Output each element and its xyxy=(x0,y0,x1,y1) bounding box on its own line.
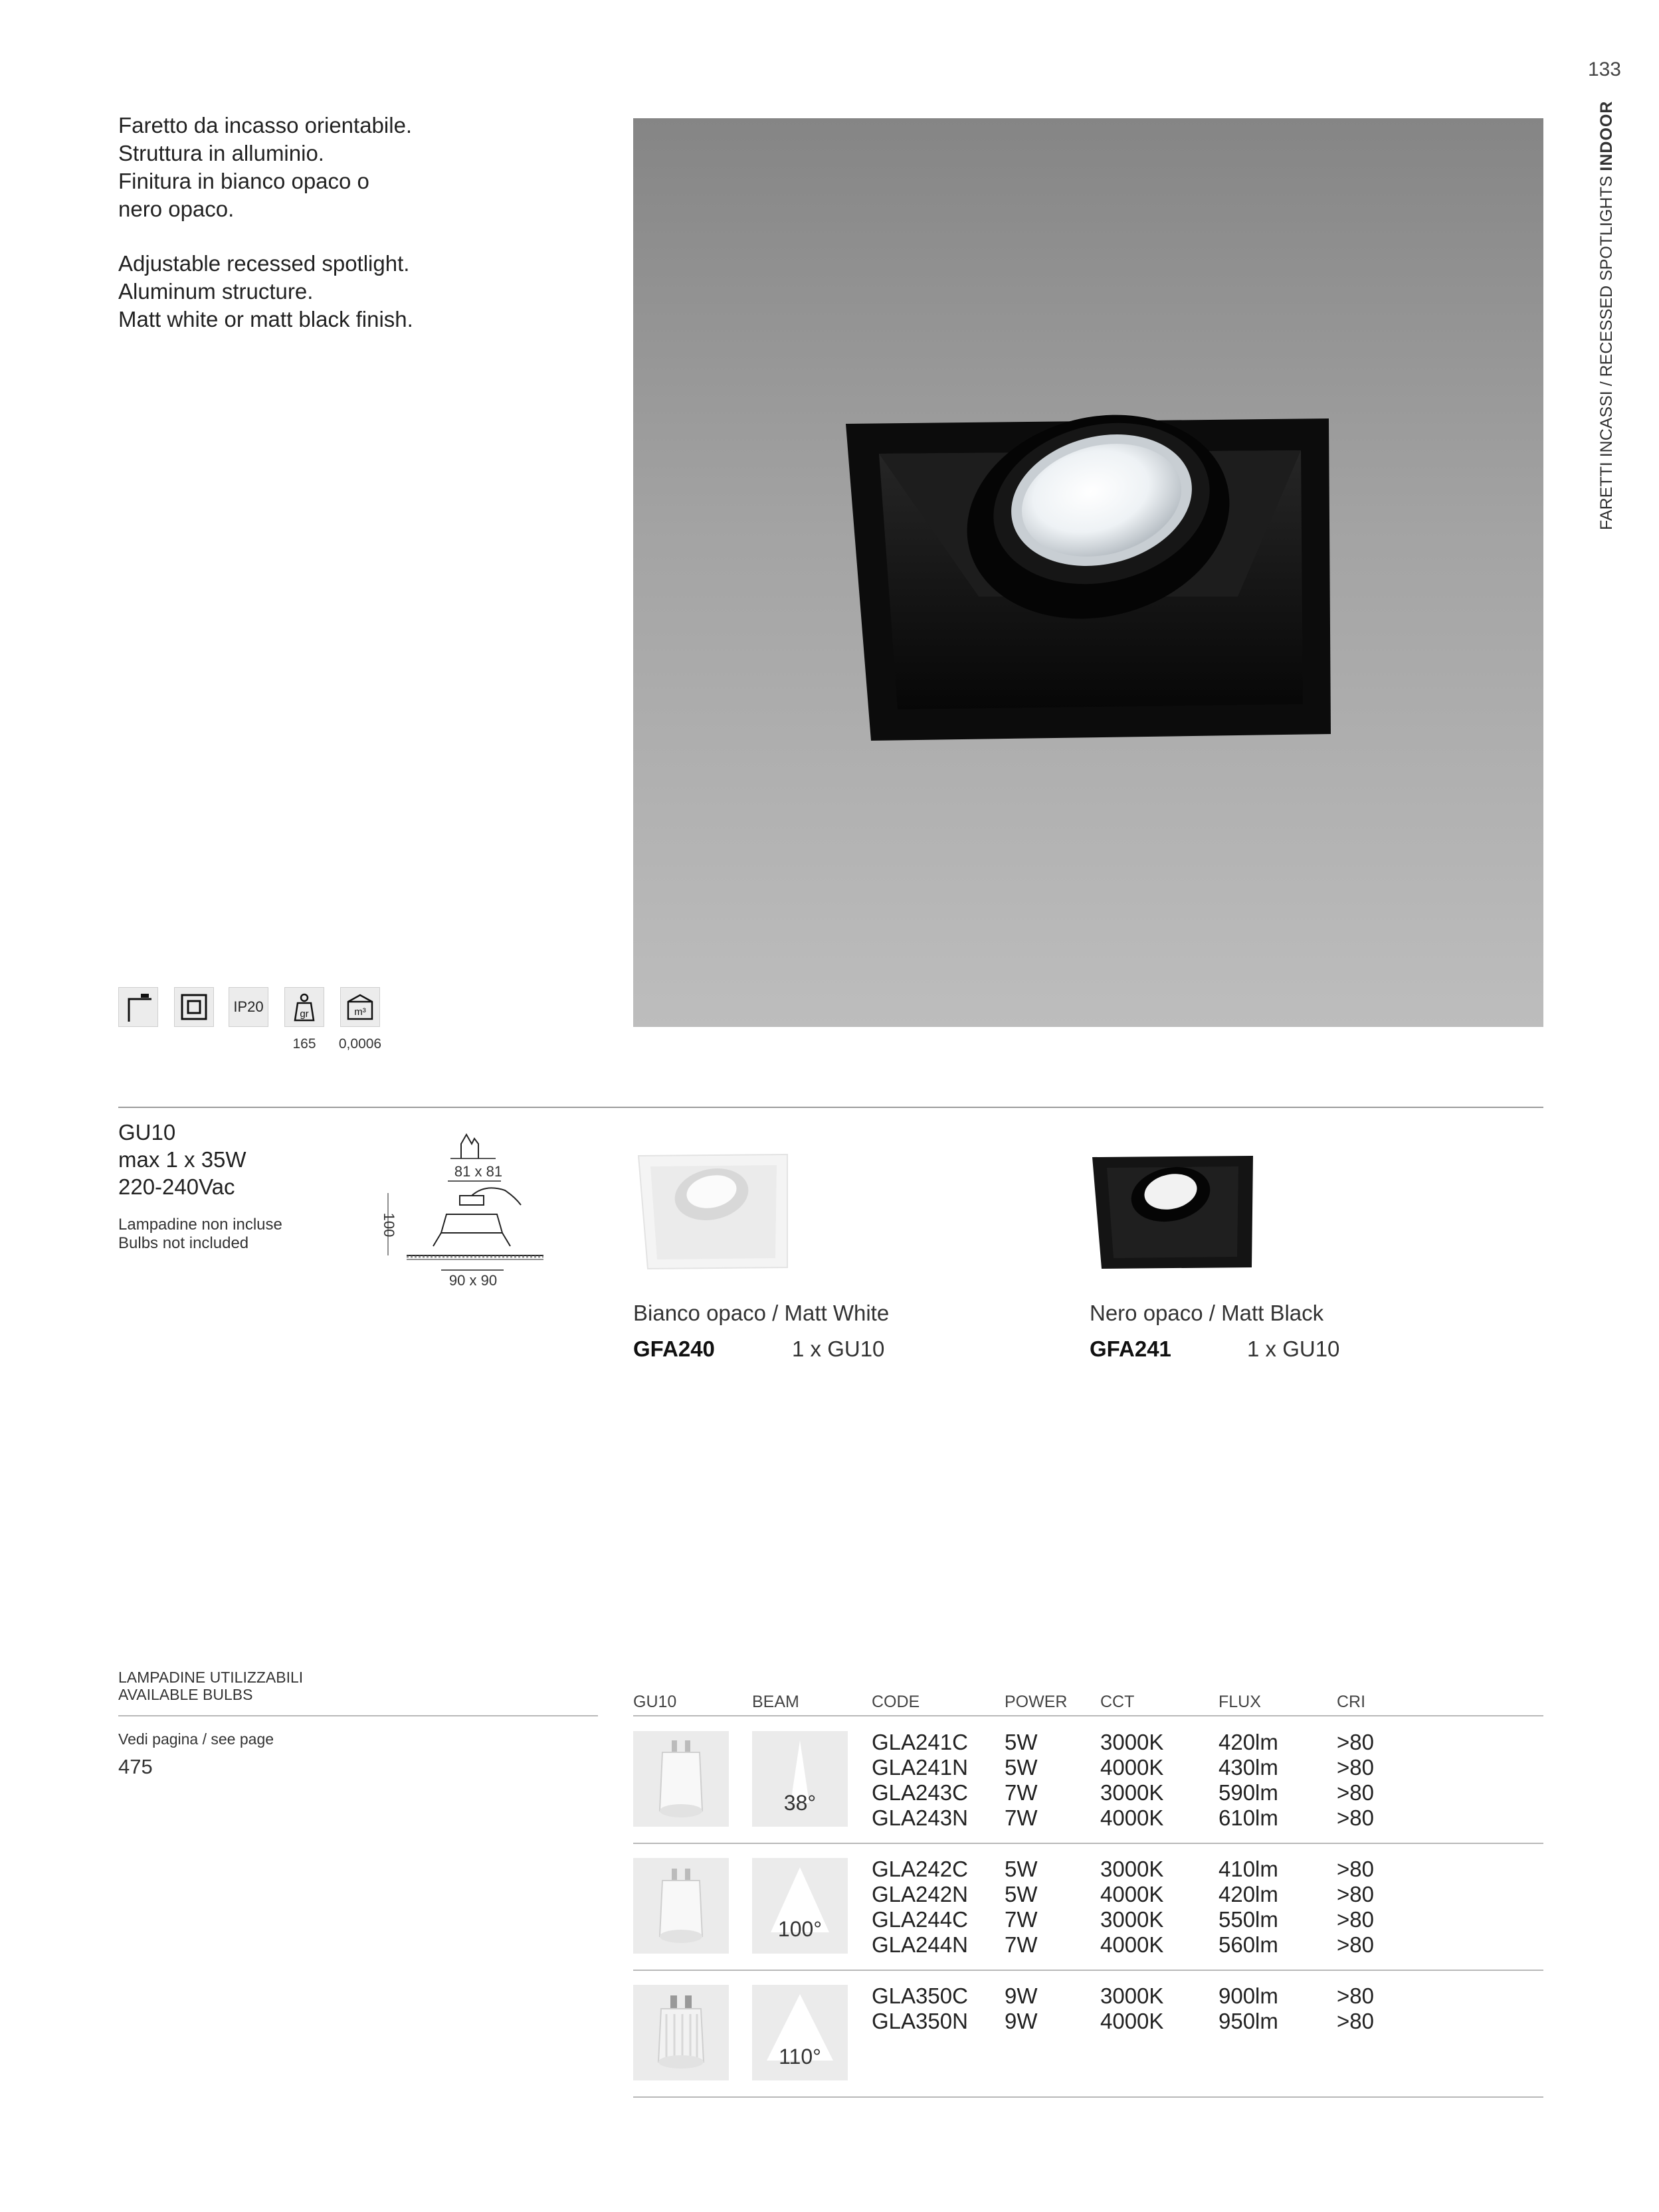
weight-icon xyxy=(284,987,324,1027)
description-italian xyxy=(118,112,412,223)
power-column xyxy=(1005,1857,1038,1958)
bulb-code: GLA242C xyxy=(872,1857,968,1881)
flux-column xyxy=(1219,1730,1278,1831)
code-column xyxy=(872,1857,968,1958)
bulb-power: 7W xyxy=(1005,1932,1038,1957)
cct-column xyxy=(1100,1857,1163,1958)
group-divider xyxy=(633,1970,1543,1971)
bulb-code: GLA243C xyxy=(872,1780,968,1805)
volume-value: 0,0006 xyxy=(338,1036,382,1052)
bulb-cct: 3000K xyxy=(1100,1983,1164,2008)
bulb-image xyxy=(633,1731,729,1827)
bulb-cct: 3000K xyxy=(1100,1730,1164,1754)
description-line: Finitura in bianco opaco o xyxy=(118,169,369,193)
bulb-cri: >80 xyxy=(1337,2009,1374,2033)
bulb-flux: 420lm xyxy=(1219,1730,1278,1754)
section-side-label xyxy=(1597,100,1624,530)
flux-column xyxy=(1219,1857,1278,1958)
bulb-power: 9W xyxy=(1005,2009,1038,2033)
beam-angle-value: 38° xyxy=(783,1791,817,1815)
beam-angle-value: 100° xyxy=(777,1917,823,1941)
bulb-flux: 560lm xyxy=(1219,1932,1278,1957)
beam-angle-value: 110° xyxy=(779,2045,821,2069)
bulb-cri: >80 xyxy=(1337,1882,1374,1906)
bulb-image xyxy=(633,1985,729,2080)
cri-column xyxy=(1337,1730,1374,1831)
column-header-power: POWER xyxy=(1005,1693,1068,1711)
technical-drawing xyxy=(372,1129,558,1295)
variant-black-qty: 1 x GU10 xyxy=(1247,1336,1340,1361)
description-line: nero opaco. xyxy=(118,197,235,221)
bulbs-heading xyxy=(118,1669,303,1703)
cct-column xyxy=(1100,1983,1163,2034)
weight-unit: gr xyxy=(300,1008,309,1020)
column-header-flux: FLUX xyxy=(1219,1693,1261,1711)
spec-line: GU10 xyxy=(118,1120,176,1145)
volume-box-icon xyxy=(340,987,380,1027)
cri-column xyxy=(1337,1857,1374,1958)
bulb-cri: >80 xyxy=(1337,1857,1374,1881)
bulb-code: GLA243N xyxy=(872,1805,968,1830)
bulb-code: GLA350N xyxy=(872,2009,968,2033)
bulb-code: GLA244N xyxy=(872,1932,968,1957)
see-page-number: 475 xyxy=(118,1755,153,1778)
variant-white-label: Bianco opaco / Matt White xyxy=(633,1301,890,1325)
bulbs-heading-line: LAMPADINE UTILIZZABILI xyxy=(118,1669,304,1686)
cct-column xyxy=(1100,1730,1163,1831)
description-line: Faretto da incasso orientabile. xyxy=(118,113,413,138)
bulb-code: GLA241N xyxy=(872,1755,968,1780)
variant-white-code: GFA240 xyxy=(633,1336,715,1361)
bulb-code: GLA241C xyxy=(872,1730,968,1754)
column-header-cct: CCT xyxy=(1100,1693,1135,1711)
bulb-image xyxy=(633,1858,729,1954)
spec-line: max 1 x 35W xyxy=(118,1147,246,1172)
bulb-code: GLA244C xyxy=(872,1907,968,1932)
see-page-label: Vedi pagina / see page xyxy=(118,1730,274,1748)
bulbs-heading-line: AVAILABLE BULBS xyxy=(118,1686,253,1703)
bulb-power: 7W xyxy=(1005,1780,1038,1805)
flux-column xyxy=(1219,1983,1278,2034)
bulb-cct: 3000K xyxy=(1100,1857,1164,1881)
bulb-cri: >80 xyxy=(1337,1780,1374,1805)
bulb-cri: >80 xyxy=(1337,1932,1374,1957)
bulb-flux: 610lm xyxy=(1219,1805,1278,1830)
note-line: Lampadine non incluse xyxy=(118,1216,282,1234)
power-column xyxy=(1005,1730,1038,1831)
recessed-spotlight-illustration xyxy=(633,118,1543,1027)
bulbs-not-included-note xyxy=(118,1216,282,1253)
dimension-top: 81 x 81 xyxy=(454,1163,503,1180)
bulb-code: GLA242N xyxy=(872,1882,968,1906)
bulb-power: 5W xyxy=(1005,1755,1038,1780)
side-label-bold: INDOOR xyxy=(1597,100,1616,171)
bulb-power: 7W xyxy=(1005,1805,1038,1830)
note-line: Bulbs not included xyxy=(118,1234,249,1252)
bulb-power: 5W xyxy=(1005,1882,1038,1906)
bulb-cct: 4000K xyxy=(1100,1805,1164,1830)
section-divider xyxy=(118,1107,1543,1108)
description-line: Aluminum structure. xyxy=(118,279,314,304)
description-line: Adjustable recessed spotlight. xyxy=(118,251,410,276)
bulb-flux: 410lm xyxy=(1219,1857,1278,1881)
variant-black-code: GFA241 xyxy=(1090,1336,1171,1361)
column-header-beam: BEAM xyxy=(752,1693,799,1711)
bulb-power: 5W xyxy=(1005,1730,1038,1754)
description-english xyxy=(118,250,413,333)
bulb-cct: 3000K xyxy=(1100,1780,1164,1805)
bulb-flux: 900lm xyxy=(1219,1983,1278,2008)
dimension-height: 100 xyxy=(381,1212,397,1238)
ip-rating-text: IP20 xyxy=(233,998,264,1015)
hero-product-photo xyxy=(633,118,1543,1027)
bulb-power: 7W xyxy=(1005,1907,1038,1932)
class-ii-insulation-icon xyxy=(174,987,214,1027)
bulb-cri: >80 xyxy=(1337,1755,1374,1780)
bulb-cct: 4000K xyxy=(1100,1932,1164,1957)
table-bottom-divider xyxy=(633,2096,1543,2098)
code-column xyxy=(872,1983,968,2034)
variant-black-label: Nero opaco / Matt Black xyxy=(1090,1301,1324,1325)
description-line: Struttura in alluminio. xyxy=(118,141,324,165)
bulb-flux: 420lm xyxy=(1219,1882,1278,1906)
bulb-cri: >80 xyxy=(1337,1983,1374,2008)
variant-white-thumbnail xyxy=(633,1151,793,1270)
bulb-power: 5W xyxy=(1005,1857,1038,1881)
code-column xyxy=(872,1730,968,1831)
bulb-cct: 4000K xyxy=(1100,1755,1164,1780)
bulbs-heading-divider xyxy=(118,1715,598,1716)
variant-black-thumbnail xyxy=(1090,1151,1256,1270)
bulb-cct: 3000K xyxy=(1100,1907,1164,1932)
bulb-flux: 430lm xyxy=(1219,1755,1278,1780)
ceiling-mount-icon xyxy=(118,987,158,1027)
power-column xyxy=(1005,1983,1038,2034)
ip-rating-badge xyxy=(229,987,268,1027)
bulb-power: 9W xyxy=(1005,1983,1038,2008)
weight-value: 165 xyxy=(292,1036,316,1052)
specs-block xyxy=(118,1119,246,1200)
bulb-flux: 550lm xyxy=(1219,1907,1278,1932)
bulb-flux: 590lm xyxy=(1219,1780,1278,1805)
bulb-cct: 4000K xyxy=(1100,2009,1164,2033)
column-header-code: CODE xyxy=(872,1693,920,1711)
bulb-code: GLA350C xyxy=(872,1983,968,2008)
bulb-cri: >80 xyxy=(1337,1907,1374,1932)
group-divider xyxy=(633,1843,1543,1844)
bulb-flux: 950lm xyxy=(1219,2009,1278,2033)
description-line: Matt white or matt black finish. xyxy=(118,307,413,331)
bulb-cri: >80 xyxy=(1337,1805,1374,1830)
bulb-cct: 4000K xyxy=(1100,1882,1164,1906)
column-header-gu10: GU10 xyxy=(633,1693,677,1711)
page-number: 133 xyxy=(1587,58,1621,80)
bulb-cri: >80 xyxy=(1337,1730,1374,1754)
dimension-bottom: 90 x 90 xyxy=(448,1272,498,1289)
side-label-prefix: FARETTI INCASSI / RECESSED SPOTLIGHTS xyxy=(1597,171,1616,530)
column-header-cri: CRI xyxy=(1337,1693,1366,1711)
cri-column xyxy=(1337,1983,1374,2034)
spec-line: 220-240Vac xyxy=(118,1174,235,1199)
table-header-divider xyxy=(633,1715,1543,1716)
variant-white-qty: 1 x GU10 xyxy=(792,1336,885,1361)
volume-unit: m³ xyxy=(354,1006,366,1018)
